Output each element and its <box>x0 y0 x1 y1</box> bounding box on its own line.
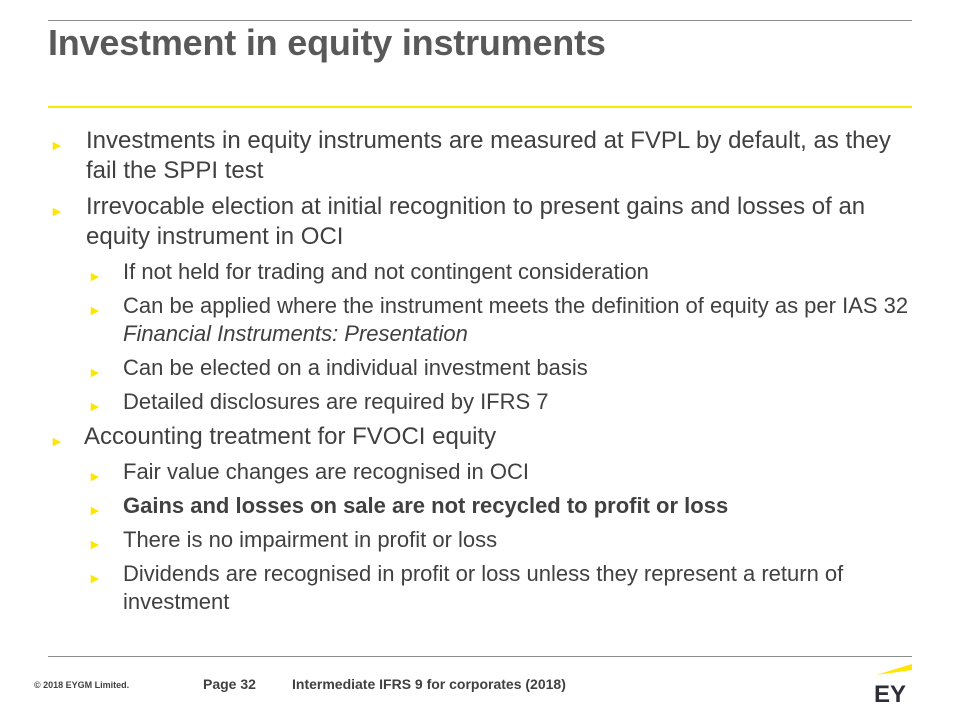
sub-bullet-item <box>48 560 912 616</box>
sub-bullet-text: Fair value changes are recognised in OCI <box>123 459 529 484</box>
bullet-arrow-icon: ► <box>50 433 64 449</box>
bullet-item <box>48 126 912 186</box>
sub-bullet-text: Can be applied where the instrument meets the definition of equity as per IAS 32 <box>123 293 909 318</box>
sub-bullet-text: There is no impairment in profit or loss <box>123 527 498 552</box>
top-divider <box>48 20 912 21</box>
sub-bullet-item <box>48 458 912 486</box>
sub-bullet-text: Dividends are recognised in profit or loss unless they represent a return of investment <box>123 561 844 614</box>
sub-bullet-item <box>48 292 912 348</box>
sub-bullet-item <box>48 526 912 554</box>
bullet-arrow-icon: ► <box>88 302 102 318</box>
slide-title: Investment in equity instruments <box>48 22 606 63</box>
ey-logo <box>872 662 916 706</box>
bullet-arrow-icon: ► <box>50 137 64 153</box>
bullet-arrow-icon: ► <box>88 502 102 518</box>
bullet-arrow-icon: ► <box>88 398 102 414</box>
bullet-arrow-icon: ► <box>88 570 102 586</box>
bullet-list <box>48 126 912 622</box>
bullet-text: Investments in equity instruments are measured at FVPL by default, as they fail the SPPI test <box>86 127 891 184</box>
sub-bullet-text: If not held for trading and not contingent consideration <box>123 259 649 284</box>
sub-bullet-text: Detailed disclosures are required by IFRS 7 <box>123 389 549 414</box>
copyright-notice: © 2018 EYGM Limited. <box>34 680 130 690</box>
bullet-arrow-icon: ► <box>88 268 102 284</box>
sub-bullet-item <box>48 258 912 286</box>
sub-bullet-text: Can be elected on a individual investment basis <box>123 355 588 380</box>
standard-title: Financial Instruments: Presentation <box>123 321 468 346</box>
logo-beam-shape <box>876 664 912 675</box>
course-title: Intermediate IFRS 9 for corporates (2018) <box>292 676 566 692</box>
bullet-arrow-icon: ► <box>88 364 102 380</box>
logo-text: EY <box>874 681 907 706</box>
bullet-item <box>48 422 912 452</box>
sub-bullet-item <box>48 388 912 416</box>
title-underline <box>48 106 912 108</box>
sub-bullet-item <box>48 492 912 520</box>
bullet-arrow-icon: ► <box>88 468 102 484</box>
page-number: Page 32 <box>203 676 256 692</box>
footer-divider <box>48 656 912 657</box>
bullet-arrow-icon: ► <box>50 203 64 219</box>
bullet-item <box>48 192 912 252</box>
bullet-arrow-icon: ► <box>88 536 102 552</box>
bullet-text: Accounting treatment for FVOCI equity <box>84 423 497 450</box>
bullet-text: Irrevocable election at initial recognition to present gains and losses of an equity instrument in OCI <box>86 193 866 250</box>
sub-bullet-text-emphasis: Gains and losses on sale are not recycled to profit or loss <box>123 493 729 518</box>
sub-bullet-item <box>48 354 912 382</box>
